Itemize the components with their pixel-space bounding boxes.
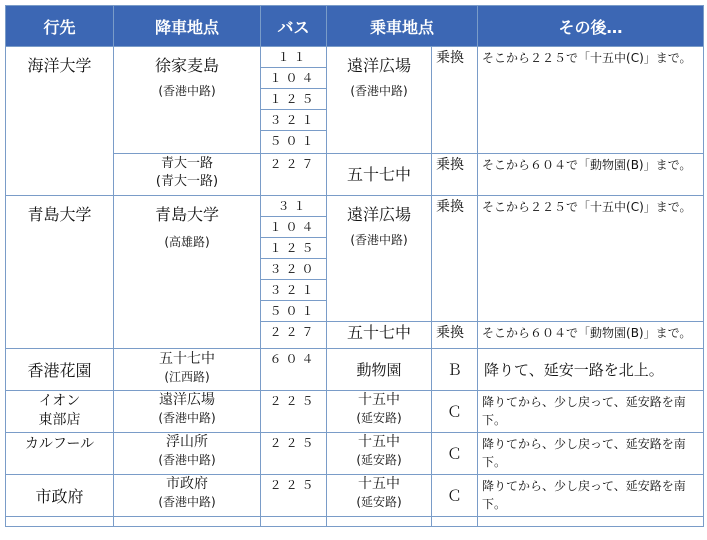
drop-sub: (香港中路): [158, 84, 216, 98]
drop-cell: [114, 391, 261, 433]
xfer-cell: 乗換: [432, 154, 478, 196]
bus-cell: ５０１: [261, 301, 327, 322]
after-cell: そこから６０４で「動物園(B)」まで。: [478, 154, 704, 196]
table-row: [6, 47, 704, 68]
drop-cell: [114, 47, 261, 154]
bus-cell: １１: [261, 47, 327, 68]
xfer-cell: 乗換: [432, 47, 478, 154]
header-dest: 行先: [6, 6, 114, 47]
drop-name: 遠洋広場: [159, 392, 215, 408]
board-cell: [327, 433, 432, 475]
board-name: 五十七中: [346, 323, 411, 342]
dest-cell: 海洋大学: [6, 47, 114, 196]
bus-cell: ３２１: [261, 110, 327, 131]
dest-cell: 市政府: [6, 475, 114, 517]
board-name: 十五中: [358, 392, 400, 408]
bus-cell: ３２１: [261, 280, 327, 301]
bus-cell: ３２０: [261, 259, 327, 280]
drop-name: 市政府: [166, 476, 208, 492]
table-row: [6, 475, 704, 517]
drop-cell: [114, 433, 261, 475]
bus-cell: ２２７: [261, 322, 327, 349]
after-cell: 降りてから、少し戻って、延安路を南下。: [478, 391, 704, 433]
after-cell: 降りてから、少し戻って、延安路を南下。: [478, 433, 704, 475]
bus-cell: １０４: [261, 68, 327, 89]
drop-cell: [114, 475, 261, 517]
dest-line-2: 東部店: [38, 412, 81, 428]
bus-cell: １２５: [261, 89, 327, 110]
board-sub: (香港中路): [350, 84, 408, 98]
bus-cell: ５０１: [261, 131, 327, 154]
drop-name: 五十七中: [159, 351, 215, 367]
header-bus: バス: [261, 6, 327, 47]
xfer-cell: Ｂ: [432, 349, 478, 391]
dest-cell: カルフール: [6, 433, 114, 475]
board-name: 遠洋広場: [346, 56, 411, 75]
bus-cell: １０４: [261, 217, 327, 238]
xfer-cell: Ｃ: [432, 391, 478, 433]
bus-cell: ２２５: [261, 391, 327, 433]
after-cell: そこから２２５で「十五中(C)」まで。: [478, 196, 704, 322]
dest-cell: 香港花園: [6, 349, 114, 391]
header-board: 乗車地点: [327, 6, 478, 47]
board-cell: [327, 349, 432, 391]
after-cell: そこから２２５で「十五中(C)」まで。: [478, 47, 704, 154]
after-cell: 降りてから、少し戻って、延安路を南下。: [478, 475, 704, 517]
xfer-cell: Ｃ: [432, 433, 478, 475]
bus-cell: ２２５: [261, 433, 327, 475]
bus-cell: ３１: [261, 196, 327, 217]
board-sub: (延安路): [356, 495, 402, 509]
dest-line-1: イオン: [38, 393, 81, 409]
drop-sub: (香港中路): [158, 453, 216, 467]
bus-cell: ２２７: [261, 154, 327, 196]
table-row: [6, 349, 704, 391]
bus-cell: １２５: [261, 238, 327, 259]
drop-sub: (江西路): [164, 370, 210, 384]
drop-name: 浮山所: [166, 434, 208, 450]
board-cell: [327, 47, 432, 154]
drop-sub: (香港中路): [158, 495, 216, 509]
board-cell: [327, 475, 432, 517]
table-row: [6, 196, 704, 217]
dest-cell: 青島大学: [6, 196, 114, 349]
board-cell: [327, 391, 432, 433]
board-name: 五十七中: [346, 164, 411, 184]
board-sub: (延安路): [356, 411, 402, 425]
header-row: [6, 6, 704, 47]
board-name: 十五中: [358, 434, 400, 450]
drop-cell: [114, 154, 261, 196]
drop-cell: [114, 349, 261, 391]
drop-sub: (香港中路): [158, 411, 216, 425]
board-cell: [327, 196, 432, 322]
drop-name: 徐家麦島: [154, 56, 219, 75]
bus-route-table: [5, 5, 704, 527]
after-cell: 降りて、延安一路を北上。: [478, 349, 704, 391]
drop-name: 青島大学: [154, 205, 219, 224]
xfer-cell: Ｃ: [432, 475, 478, 517]
dest-cell: [6, 391, 114, 433]
board-cell: [327, 154, 432, 196]
header-after: その後…: [478, 6, 704, 47]
drop-name: 青大一路: [160, 156, 213, 171]
xfer-cell: 乗換: [432, 322, 478, 349]
board-cell: [327, 322, 432, 349]
board-name: 動物園: [356, 361, 402, 379]
drop-cell: [114, 196, 261, 349]
bus-cell: ２２５: [261, 475, 327, 517]
drop-sub: (青大一路): [155, 174, 219, 189]
board-sub: (延安路): [356, 453, 402, 467]
board-name: 遠洋広場: [346, 205, 411, 224]
table-row: [6, 391, 704, 433]
board-name: 十五中: [358, 476, 400, 492]
after-cell: そこから６０４で「動物園(B)」まで。: [478, 322, 704, 349]
drop-sub: (高雄路): [164, 235, 210, 249]
header-drop: 降車地点: [114, 6, 261, 47]
board-sub: (香港中路): [350, 233, 408, 247]
table-row: [6, 433, 704, 475]
bus-cell: ６０４: [261, 349, 327, 391]
xfer-cell: 乗換: [432, 196, 478, 322]
